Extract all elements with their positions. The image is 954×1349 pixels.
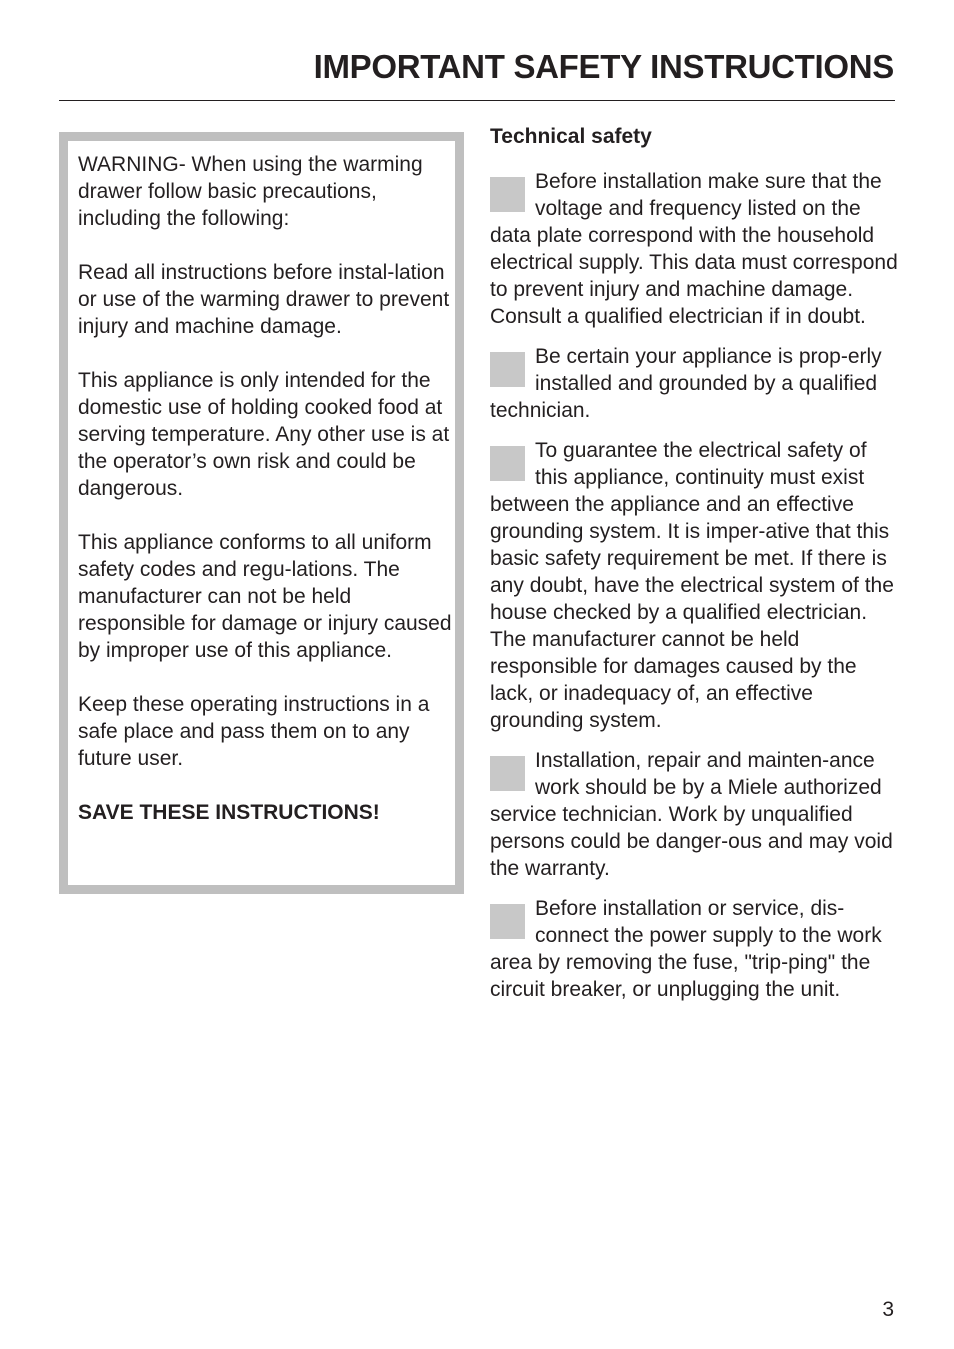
warning-paragraph: WARNING- When using the warming drawer follow basic precautions, including the following: bbox=[78, 153, 423, 230]
safety-item-extra-text: The manufacturer cannot be held responsible for damages caused by the lack, or inadequacy of, an effective grounding system. bbox=[490, 628, 857, 732]
bullet-square-icon bbox=[490, 177, 525, 212]
warning-box bbox=[59, 132, 464, 894]
technical-safety-section bbox=[490, 123, 900, 1016]
page-number: 3 bbox=[882, 1298, 894, 1321]
safety-item-text: Be certain your appliance is prop-erly installed and grounded by a qualified technician. bbox=[490, 345, 882, 422]
bullet-square-icon bbox=[490, 756, 525, 791]
warning-paragraph: Read all instructions before instal-lation or use of the warming drawer to prevent injury and machine damage. bbox=[78, 261, 450, 338]
bullet-square-icon bbox=[490, 352, 525, 387]
safety-item-text: Before installation or service, dis-connect the power supply to the work area by removing the fuse, "trip-ping" the circuit breaker, or unplugging the unit. bbox=[490, 897, 882, 1001]
safety-item bbox=[490, 895, 900, 1003]
save-instructions-label: SAVE THESE INSTRUCTIONS! bbox=[78, 801, 380, 824]
safety-item-text: Before installation make sure that the voltage and frequency listed on the data plate correspond with the household electrical supply. This data must correspond to prevent injury and machine damage. Consult a qualified electrician if in doubt. bbox=[490, 170, 898, 328]
page-title: IMPORTANT SAFETY INSTRUCTIONS bbox=[313, 48, 894, 85]
bullet-square-icon bbox=[490, 446, 525, 481]
title-divider bbox=[59, 100, 895, 101]
warning-paragraph: Keep these operating instructions in a safe place and pass them on to any future user. bbox=[78, 693, 430, 770]
section-heading: Technical safety bbox=[490, 125, 652, 148]
safety-item bbox=[490, 437, 900, 734]
warning-paragraph: This appliance is only intended for the domestic use of holding cooked food at serving temperature. Any other use is at the operator’s own risk and could be dangerous. bbox=[78, 369, 450, 500]
safety-item-text: Installation, repair and mainten-ance work should be by a Miele authorized service technician. Work by unqualified persons could be danger-ous and may void the warranty. bbox=[490, 749, 893, 880]
safety-item bbox=[490, 747, 900, 882]
safety-item-text: To guarantee the electrical safety of this appliance, continuity must exist between the appliance and an effective grounding system. It is imper-ative that this basic safety requirement be met. If there is any doubt, have the electrical system of the house checked by a qualified electrician. bbox=[490, 439, 894, 624]
safety-item bbox=[490, 343, 900, 424]
warning-paragraph: This appliance conforms to all uniform safety codes and regu-lations. The manufacturer can not be held responsible for damage or injury caused by improper use of this appliance. bbox=[78, 531, 452, 662]
bullet-square-icon bbox=[490, 904, 525, 939]
safety-item bbox=[490, 168, 900, 330]
